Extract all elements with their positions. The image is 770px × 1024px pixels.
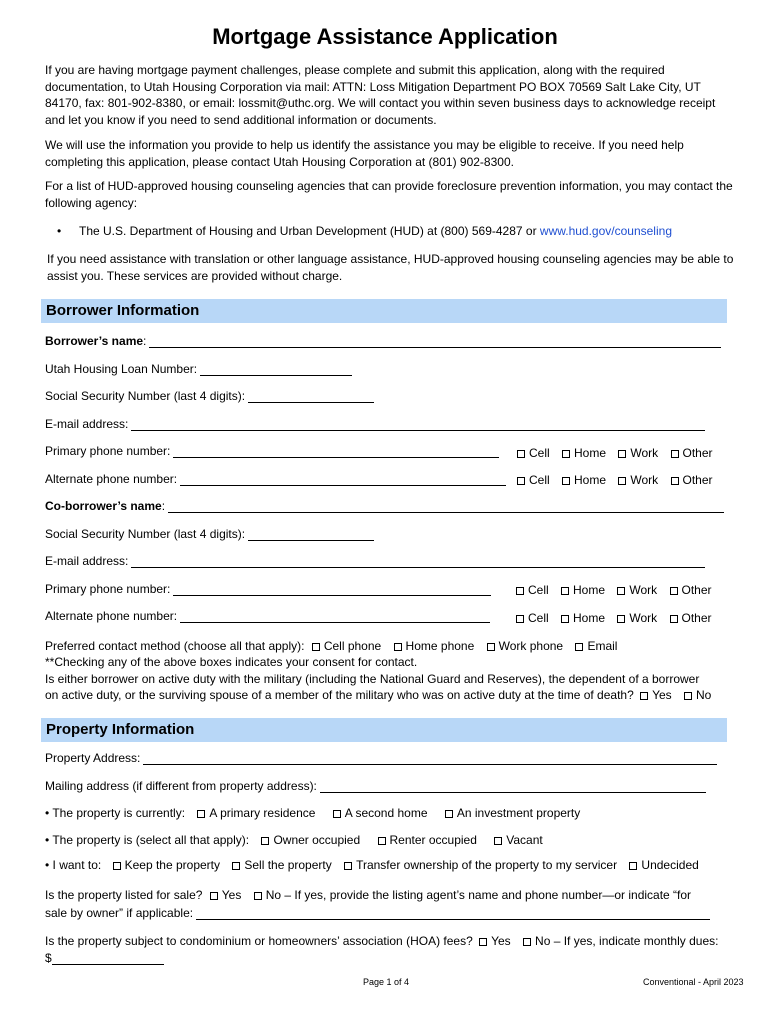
contact-work-phone[interactable]: [487, 639, 563, 653]
no-label: No: [696, 688, 712, 702]
second-home-option[interactable]: [333, 806, 428, 820]
property-address-label: Property Address:: [45, 751, 141, 765]
checkbox[interactable]: [445, 810, 453, 818]
checkbox[interactable]: [670, 587, 678, 595]
checkbox[interactable]: [617, 615, 625, 623]
military-question-text: on active duty, or the surviving spouse of a member of the military who was on active duty at the time of death?: [45, 688, 634, 702]
coborrower-name-label: Co-borrower’s name: [45, 499, 162, 513]
property-currently-row: [45, 806, 589, 820]
bullet-dot: •: [45, 833, 50, 847]
phone-type-home[interactable]: [562, 446, 606, 460]
option-label: Undecided: [641, 858, 699, 872]
option-label: Keep the property: [124, 858, 220, 872]
listing-agent-field[interactable]: [196, 907, 710, 920]
checkbox[interactable]: [523, 938, 531, 946]
bullet-dot: •: [57, 224, 62, 238]
checkbox[interactable]: [487, 643, 495, 651]
bullet-dot: •: [45, 858, 50, 872]
intro-paragraph-1: If you are having mortgage payment challenges, please complete and submit this application, along with the required documentation, to Utah Housing Corporation via mail: ATTN: Loss Mitigation Department PO BOX 70569 Salt Lake City, UT 84170, fax: 801-902-8380, or email: lossmit@uthc.org. We will contact you within seven business days to acknowledge receipt and let you know if you need to send additional information or documents.: [45, 63, 716, 127]
intent-label: I want to:: [52, 858, 102, 872]
checkbox[interactable]: [516, 587, 524, 595]
ssn-field[interactable]: [248, 390, 374, 403]
checkbox[interactable]: [333, 810, 341, 818]
checkbox[interactable]: [344, 862, 352, 870]
checkbox[interactable]: [561, 615, 569, 623]
loan-number-label: Utah Housing Loan Number:: [45, 362, 198, 376]
phone-type-label: Work: [629, 583, 658, 597]
phone-type-other[interactable]: [670, 583, 712, 597]
checkbox[interactable]: [671, 450, 679, 458]
intro-paragraph-4: If you need assistance with translation or other language assistance, HUD-approved housing counseling agencies may be able to assist you. These services are provided without charge.: [47, 252, 734, 283]
primary-residence-option[interactable]: [197, 806, 315, 820]
owner-occupied-option[interactable]: [261, 833, 360, 847]
checkbox[interactable]: [640, 692, 648, 700]
intent-row: [45, 858, 708, 872]
hoa-question: Is the property subject to condominium or homeowners’ association (HOA) fees?: [45, 934, 473, 948]
phone-type-work[interactable]: [618, 473, 658, 487]
contact-method-row: [45, 639, 626, 653]
mailing-address-label: Mailing address (if different from property address):: [45, 779, 317, 793]
alternate-phone-types: [517, 473, 722, 487]
checkbox[interactable]: [618, 450, 626, 458]
phone-type-other[interactable]: [671, 473, 713, 487]
contact-method-option: Work phone: [498, 639, 564, 653]
renter-occupied-option[interactable]: [378, 833, 477, 847]
hud-bullet: [57, 224, 672, 238]
co-ssn-label: Social Security Number (last 4 digits):: [45, 527, 246, 541]
hud-counseling-link[interactable]: www.hud.gov/counseling: [539, 224, 672, 238]
checkbox[interactable]: [210, 892, 218, 900]
borrower-name-row: [45, 334, 735, 348]
checkbox[interactable]: [494, 837, 502, 845]
checkbox[interactable]: [113, 862, 121, 870]
checkbox[interactable]: [517, 477, 525, 485]
property-address-row: [45, 751, 735, 765]
hud-bullet-text: The U.S. Department of Housing and Urban Development (HUD) at (800) 569-4287 or: [79, 224, 540, 238]
contact-cell-phone[interactable]: [312, 639, 381, 653]
checkbox[interactable]: [617, 587, 625, 595]
checkbox[interactable]: [394, 643, 402, 651]
loan-number-field[interactable]: [200, 363, 352, 376]
phone-type-label: Other: [681, 583, 712, 597]
contact-method-option: Home phone: [405, 639, 475, 653]
phone-type-label: Other: [682, 473, 713, 487]
primary-phone-label: Primary phone number:: [45, 444, 171, 458]
contact-home-phone[interactable]: [394, 639, 475, 653]
dollar-sign: $: [45, 951, 52, 965]
option-label: A second home: [344, 806, 428, 820]
email-label: E-mail address:: [45, 417, 129, 431]
keep-property-option[interactable]: [113, 858, 220, 872]
borrower-name-field[interactable]: [149, 335, 721, 348]
option-label: An investment property: [456, 806, 581, 820]
checkbox[interactable]: [517, 450, 525, 458]
phone-type-label: Cell: [528, 583, 549, 597]
property-occupancy-label: The property is (select all that apply):: [52, 833, 250, 847]
vacant-option[interactable]: [494, 833, 542, 847]
property-currently-label: The property is currently:: [52, 806, 186, 820]
undecided-option[interactable]: [629, 858, 698, 872]
yes-label: Yes: [221, 888, 242, 902]
phone-type-work[interactable]: [617, 583, 657, 597]
checkbox[interactable]: [254, 892, 262, 900]
listed-no[interactable]: [254, 888, 691, 902]
option-label: A primary residence: [209, 806, 316, 820]
checkbox[interactable]: [575, 643, 583, 651]
borrower-name-label: Borrower’s name: [45, 334, 144, 348]
co-email-row: [45, 554, 735, 568]
ssn-label: Social Security Number (last 4 digits):: [45, 389, 246, 403]
option-label: Transfer ownership of the property to my servicer: [356, 858, 618, 872]
phone-type-cell[interactable]: [517, 473, 550, 487]
checkbox[interactable]: [562, 450, 570, 458]
phone-type-label: Other: [681, 611, 712, 625]
phone-type-label: Cell: [528, 611, 549, 625]
phone-type-work[interactable]: [618, 446, 658, 460]
consent-note: **Checking any of the above boxes indicates your consent for contact.: [45, 655, 418, 669]
co-alternate-phone-field[interactable]: [180, 610, 490, 623]
phone-type-other[interactable]: [671, 446, 713, 460]
yes-label: Yes: [652, 688, 672, 702]
checkbox[interactable]: [561, 587, 569, 595]
co-email-label: E-mail address:: [45, 554, 129, 568]
hoa-dues-field[interactable]: [52, 952, 164, 965]
phone-type-label: Home: [574, 446, 607, 460]
hoa-dues-row: [45, 951, 735, 965]
checkbox[interactable]: [261, 837, 269, 845]
contact-method-label: Preferred contact method (choose all that apply):: [45, 639, 305, 653]
transfer-ownership-option[interactable]: [344, 858, 617, 872]
phone-type-home[interactable]: [562, 473, 606, 487]
listed-question: Is the property listed for sale?: [45, 888, 203, 902]
sell-property-option[interactable]: [232, 858, 331, 872]
intro-paragraph-3: For a list of HUD-approved housing counseling agencies that can provide foreclosure prevention information, you may contact the following agency:: [45, 179, 733, 210]
co-primary-phone-label: Primary phone number:: [45, 582, 171, 596]
borrower-name-colon: :: [143, 334, 147, 348]
phone-type-label: Home: [573, 583, 606, 597]
bullet-dot: •: [45, 806, 50, 820]
option-label: Vacant: [506, 833, 543, 847]
checkbox[interactable]: [671, 477, 679, 485]
primary-phone-types: [517, 446, 722, 460]
checkbox[interactable]: [197, 810, 205, 818]
checkbox[interactable]: [516, 615, 524, 623]
listed-for-sale-row: [45, 888, 691, 902]
co-alternate-phone-label: Alternate phone number:: [45, 609, 178, 623]
checkbox[interactable]: [618, 477, 626, 485]
checkbox[interactable]: [479, 938, 487, 946]
contact-method-option: Email: [587, 639, 618, 653]
intro-paragraph-2: We will use the information you provide to help us identify the assistance you may be eligible to receive. If you need help completing this application, please contact Utah Housing Corporation at (801) 902-8300.: [45, 138, 684, 169]
phone-type-work[interactable]: [617, 611, 657, 625]
co-primary-phone-field[interactable]: [173, 583, 491, 596]
hoa-yes[interactable]: [479, 934, 511, 948]
checkbox[interactable]: [232, 862, 240, 870]
page-title: Mortgage Assistance Application: [212, 24, 558, 49]
phone-type-label: Work: [629, 611, 658, 625]
military-no[interactable]: [684, 688, 711, 702]
listed-yes[interactable]: [210, 888, 242, 902]
property-occupancy-row: [45, 833, 552, 847]
borrower-section-header: Borrower Information: [41, 299, 727, 323]
page-number: Page 1 of 4: [363, 977, 410, 987]
phone-type-label: Work: [630, 473, 659, 487]
phone-type-label: Work: [630, 446, 659, 460]
no-label: No – If yes, indicate monthly dues:: [535, 934, 719, 948]
option-label: Renter occupied: [389, 833, 477, 847]
co-email-field[interactable]: [131, 555, 705, 568]
primary-phone-field[interactable]: [173, 445, 499, 458]
checkbox[interactable]: [378, 837, 386, 845]
military-question-line-1: Is either borrower on active duty with the military (including the National Guard and Reserves), the dependent of a borrower: [45, 672, 700, 686]
hoa-no[interactable]: [523, 934, 718, 948]
phone-type-label: Home: [574, 473, 607, 487]
coborrower-name-colon: :: [161, 499, 166, 513]
phone-type-label: Other: [682, 446, 713, 460]
checkbox[interactable]: [684, 692, 692, 700]
checkbox[interactable]: [312, 643, 320, 651]
co-primary-phone-types: [516, 583, 721, 597]
investment-property-option[interactable]: [445, 806, 580, 820]
hoa-row: [45, 934, 718, 948]
alternate-phone-field[interactable]: [180, 473, 506, 486]
phone-type-cell[interactable]: [516, 611, 549, 625]
phone-type-cell[interactable]: [517, 446, 550, 460]
checkbox[interactable]: [670, 615, 678, 623]
option-label: Sell the property: [244, 858, 332, 872]
phone-type-home[interactable]: [561, 583, 605, 597]
military-question-line-2: [45, 688, 720, 702]
checkbox[interactable]: [562, 477, 570, 485]
no-label: No – If yes, provide the listing agent’s name and phone number—or indicate “for: [265, 888, 692, 902]
coborrower-name-field[interactable]: [168, 500, 724, 513]
co-alternate-phone-types: [516, 611, 721, 625]
mailing-address-row: [45, 779, 735, 793]
listing-agent-label: sale by owner” if applicable:: [45, 906, 194, 920]
contact-email[interactable]: [575, 639, 617, 653]
yes-label: Yes: [491, 934, 511, 948]
email-row: [45, 417, 735, 431]
phone-type-label: Home: [573, 611, 606, 625]
listing-agent-row: [45, 906, 735, 920]
phone-type-label: Cell: [529, 473, 550, 487]
property-address-field[interactable]: [143, 752, 717, 765]
ssn-row: [45, 389, 735, 403]
co-ssn-row: [45, 527, 735, 541]
alternate-phone-label: Alternate phone number:: [45, 472, 178, 486]
contact-method-option: Cell phone: [323, 639, 382, 653]
phone-type-label: Cell: [529, 446, 550, 460]
mailing-address-field[interactable]: [320, 780, 706, 793]
phone-type-home[interactable]: [561, 611, 605, 625]
email-field[interactable]: [131, 418, 705, 431]
form-version: Conventional - April 2023: [643, 977, 744, 987]
loan-number-row: [45, 362, 735, 376]
checkbox[interactable]: [629, 862, 637, 870]
military-yes[interactable]: [640, 688, 672, 702]
phone-type-other[interactable]: [670, 611, 712, 625]
option-label: Owner occupied: [273, 833, 361, 847]
co-ssn-field[interactable]: [248, 528, 374, 541]
phone-type-cell[interactable]: [516, 583, 549, 597]
property-section-header: Property Information: [41, 718, 727, 742]
coborrower-name-row: [45, 499, 735, 513]
